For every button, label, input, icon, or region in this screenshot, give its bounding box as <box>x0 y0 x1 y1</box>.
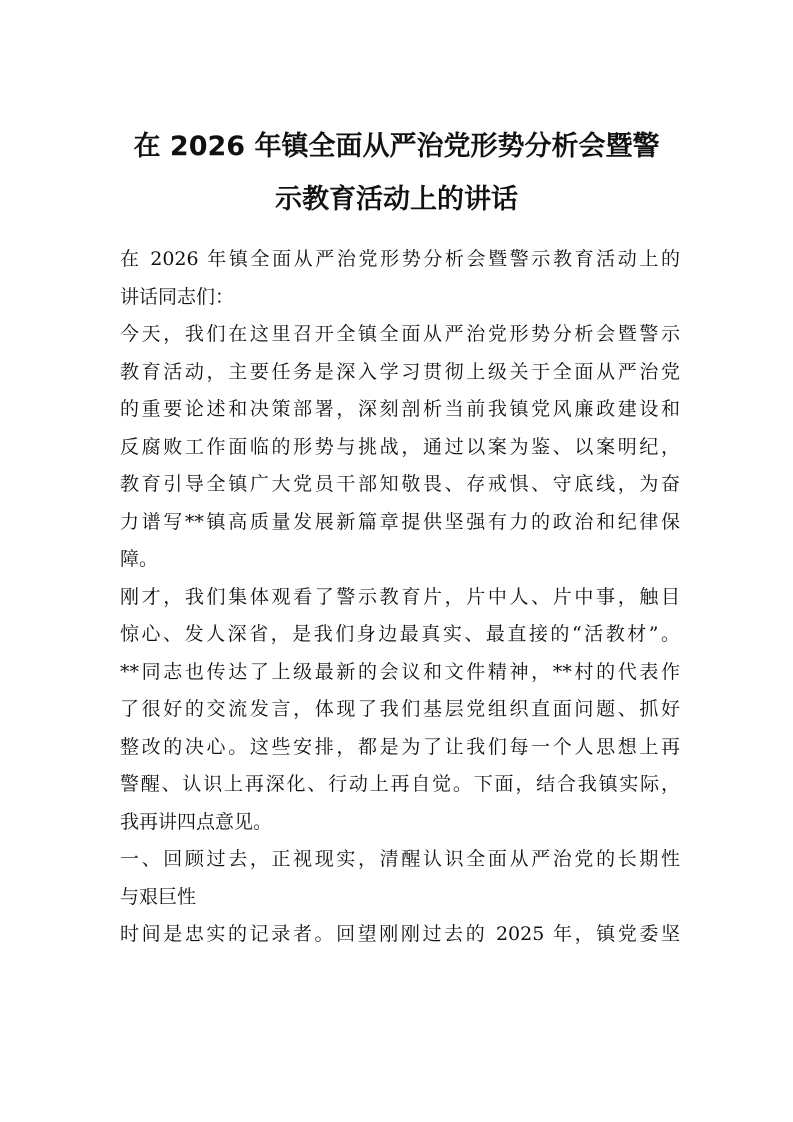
body-text-line: 教育引导全镇广大党员干部知敬畏、存戒惧、守底线，为奋 <box>120 473 680 495</box>
body-text-line: 整改的决心。这些安排，都是为了让我们每一个人思想上再 <box>120 735 680 758</box>
body-text-line: **同志也传达了上级最新的会议和文件精神，**村的代表作 <box>120 660 680 683</box>
body-text-line: 惊心、发人深省，是我们身边最真实、最直接的“活教材”。 <box>120 623 680 645</box>
body-text-line: 刚才，我们集体观看了警示教育片，片中人、片中事，触目 <box>120 585 680 608</box>
body-text-line: 在 2026 年镇全面从严治党形势分析会暨警示教育活动上的 <box>120 248 680 270</box>
title-line: 示教育活动上的讲话 <box>275 184 518 215</box>
body-text-line: 时间是忠实的记录者。回望刚刚过去的 2025 年，镇党委坚 <box>120 923 680 945</box>
body-text-line: 障。 <box>120 548 159 570</box>
body-text-line: 今天，我们在这里召开全镇全面从严治党形势分析会暨警示 <box>120 323 680 345</box>
body-text-line: 一、回顾过去，正视现实，清醒认识全面从严治党的长期性 <box>120 848 680 870</box>
body-text-line: 力谱写**镇高质量发展新篇章提供坚强有力的政治和纪律保 <box>120 510 680 533</box>
title-line: 在 2026 年镇全面从严治党形势分析会暨警 <box>133 131 660 162</box>
body-text-line: 讲话同志们： <box>120 285 235 308</box>
document-title <box>90 120 703 226</box>
body-text-line: 教育活动，主要任务是深入学习贯彻上级关于全面从严治党 <box>120 360 680 383</box>
body-text-line: 我再讲四点意见。 <box>120 810 273 833</box>
body-text-line: 与艰巨性 <box>120 885 197 908</box>
body-text-line: 警醒、认识上再深化、行动上再自觉。下面，结合我镇实际， <box>120 773 680 795</box>
document-body <box>120 241 680 954</box>
body-text-line: 反腐败工作面临的形势与挑战，通过以案为鉴、以案明纪， <box>120 435 680 458</box>
body-text-line: 的重要论述和决策部署，深刻剖析当前我镇党风廉政建设和 <box>120 398 680 420</box>
body-text-line: 了很好的交流发言，体现了我们基层党组织直面问题、抓好 <box>120 698 680 720</box>
